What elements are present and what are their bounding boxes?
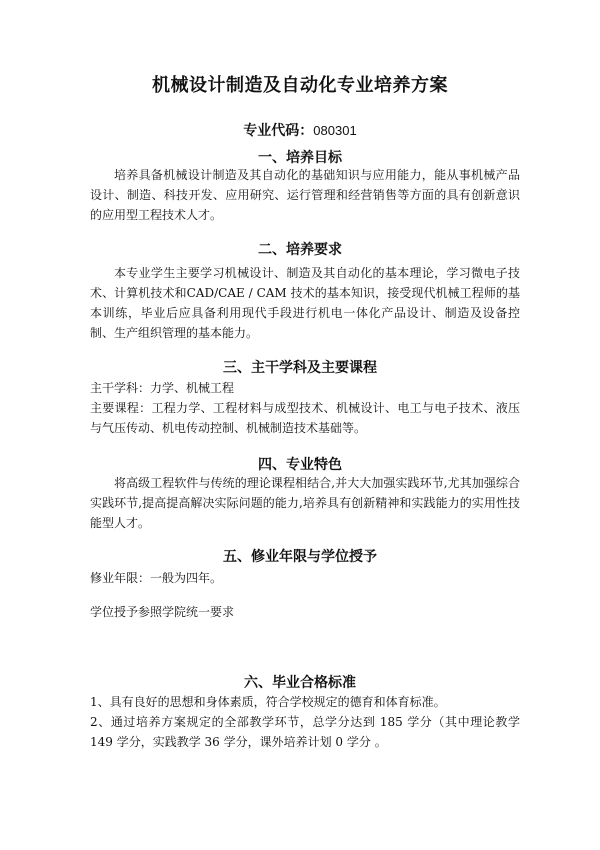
section-heading-objectives: 一、培养目标 xyxy=(258,150,342,166)
section-paragraph-features: 将高级工程软件与传统的理论课程相结合,并大大加强实践环节,尤其加强综合实践环节,提高提高解决实际问题的能力,培养具有创新精神和实践能力的实用性技能型人才。 xyxy=(90,476,520,530)
section-paragraph-requirements: 本专业学生主要学习机械设计、制造及其自动化的基本理论，学习微电子技术、计算机技术和CAD/CAE / CAM 技术的基本知识，接受现代机械工程师的基本训练，毕业后应具备利用现代手段进行机电一体化产品设计、制造及设备控制、生产组织管理的基本能力。 xyxy=(90,266,520,340)
study-duration-line: 修业年限：一般为四年。 xyxy=(90,571,223,585)
section-paragraph-objectives: 培养具备机械设计制造及其自动化的基础知识与应用能力，能从事机械产品设计、制造、科技开发、应用研究、运行管理和经营销售等方面的具有创新意识的应用型工程技术人才。 xyxy=(90,168,520,222)
graduation-criterion-1: 1、具有良好的思想和身体素质，符合学校规定的德育和体育标准。 xyxy=(90,695,446,709)
section-heading-features: 四、专业特色 xyxy=(258,457,342,473)
main-disciplines-line: 主干学科：力学、机械工程 xyxy=(90,381,235,395)
major-code-label: 专业代码： xyxy=(243,123,314,139)
document-title: 机械设计制造及自动化专业培养方案 xyxy=(152,75,448,96)
section-heading-requirements: 二、培养要求 xyxy=(258,242,342,258)
section-heading-courses: 三、主干学科及主要课程 xyxy=(223,360,377,376)
main-courses-line: 主要课程：工程力学、工程材料与成型技术、机械设计、电工与电子技术、液压与气压传动、机电传动控制、机械制造技术基础等。 xyxy=(90,401,520,435)
section-heading-duration: 五、修业年限与学位授予 xyxy=(223,549,377,565)
major-code-value: 080301 xyxy=(313,123,357,138)
major-code-line xyxy=(0,120,600,140)
graduation-criterion-2: 2、通过培养方案规定的全部教学环节，总学分达到 185 学分（其中理论教学 149 学分，实践教学 36 学分，课外培养计划 0 学分 。 xyxy=(90,715,520,749)
degree-award-line: 学位授予参照学院统一要求 xyxy=(90,605,235,619)
section-heading-graduation: 六、毕业合格标准 xyxy=(244,675,356,691)
